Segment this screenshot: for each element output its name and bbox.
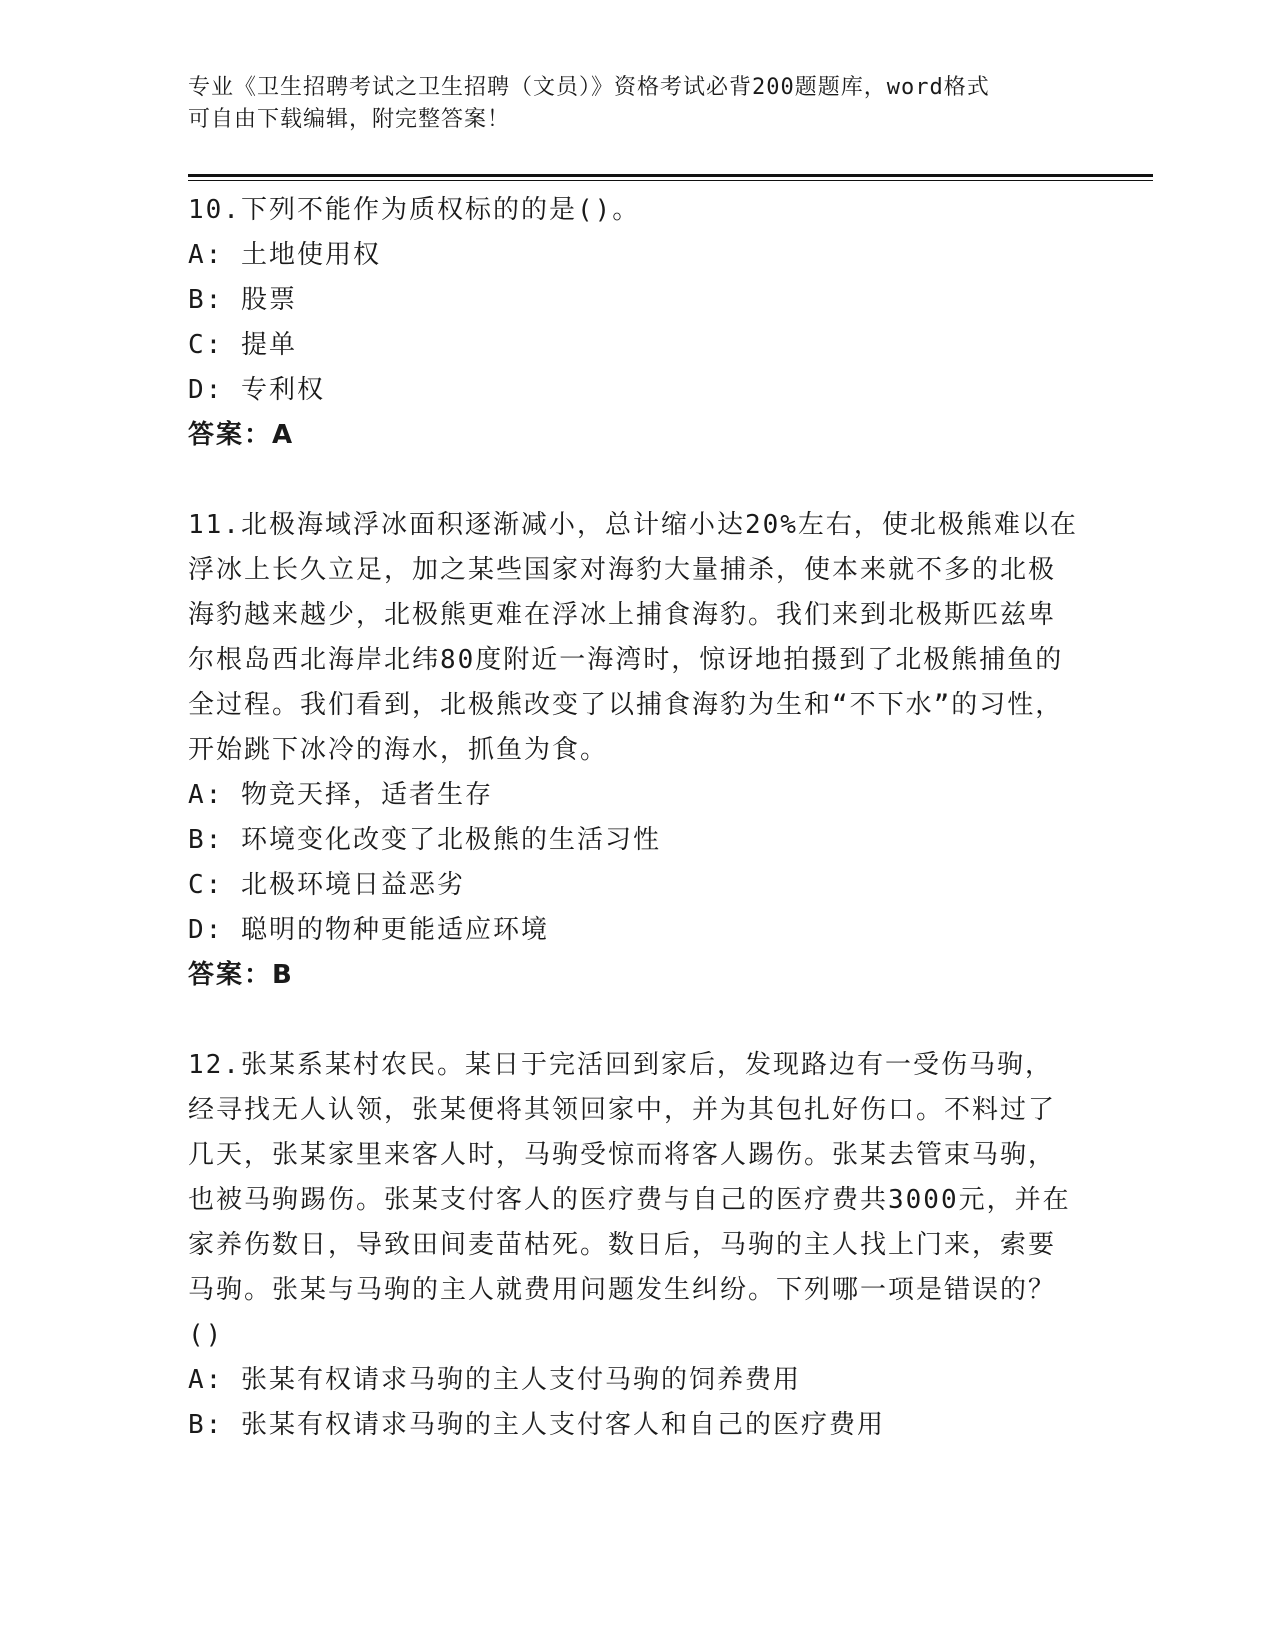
option-a: A: 物竞天择，适者生存 <box>188 780 493 810</box>
option-c: C: 提单 <box>188 330 297 360</box>
question-12 <box>188 1043 1078 1448</box>
question-text: 11.北极海域浮冰面积逐渐减小，总计缩小达20%左右，使北极熊难以在浮冰上长久立足，加之某些国家对海豹大量捕杀，使本来就不多的北极海豹越来越少，北极熊更难在浮冰上捕食海豹。我们来到北极斯匹兹卑尔根岛西北海岸北纬80度附近一海湾时，惊讶地拍摄到了北极熊捕鱼的全过程。我们看到，北极熊改变了以捕食海豹为生和“不下水”的习性，开始跳下冰冷的海水，抓鱼为食。 <box>188 510 1078 765</box>
option-b: B: 股票 <box>188 285 297 315</box>
option-d: D: 聪明的物种更能适应环境 <box>188 915 549 945</box>
option-c: C: 北极环境日益恶劣 <box>188 870 465 900</box>
question-text: 12.张某系某村农民。某日于完活回到家后，发现路边有一受伤马驹，经寻找无人认领，张某便将其领回家中，并为其包扎好伤口。不料过了几天，张某家里来客人时，马驹受惊而将客人踢伤。张某去管束马驹，也被马驹踢伤。张某支付客人的医疗费与自己的医疗费共3000元，并在家养伤数日，导致田间麦苗枯死。数日后，马驹的主人找上门来，索要马驹。张某与马驹的主人就费用问题发生纠纷。下列哪一项是错误的？() <box>188 1050 1071 1350</box>
header-divider-thick <box>188 174 1153 177</box>
option-d: D: 专利权 <box>188 375 325 405</box>
spacer <box>188 458 1078 503</box>
option-a: A: 土地使用权 <box>188 240 381 270</box>
question-list <box>188 188 1078 1448</box>
option-a: A: 张某有权请求马驹的主人支付马驹的饲养费用 <box>188 1365 801 1395</box>
spacer <box>188 998 1078 1043</box>
header-divider-thin <box>188 180 1153 181</box>
answer: 答案：B <box>188 960 294 990</box>
question-10 <box>188 188 1078 458</box>
question-text: 10.下列不能作为质权标的的是()。 <box>188 195 641 225</box>
document-header <box>188 72 1068 136</box>
option-b: B: 环境变化改变了北极熊的生活习性 <box>188 825 661 855</box>
header-line-1: 专业《卫生招聘考试之卫生招聘（文员）》资格考试必背200题题库，word格式 <box>188 75 990 100</box>
header-line-2: 可自由下载编辑，附完整答案！ <box>188 107 511 132</box>
option-b: B: 张某有权请求马驹的主人支付客人和自己的医疗费用 <box>188 1410 885 1440</box>
question-11 <box>188 503 1078 998</box>
answer: 答案：A <box>188 420 295 450</box>
